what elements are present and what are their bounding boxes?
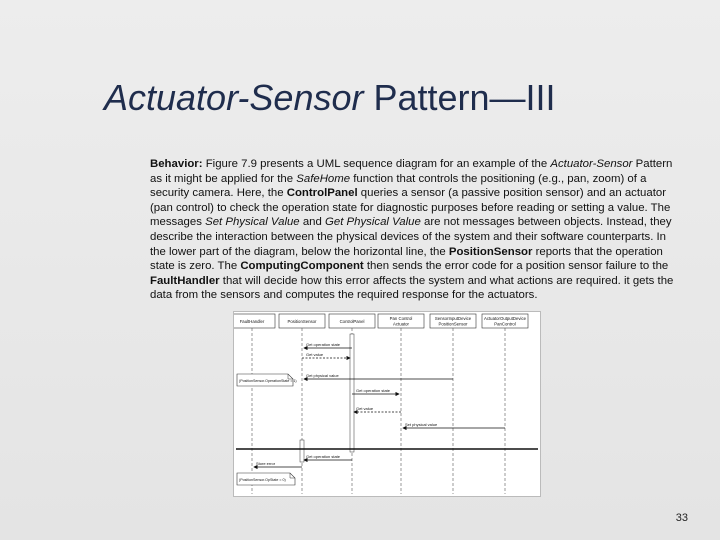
sequence-diagram-svg bbox=[234, 312, 540, 496]
lifeline-label: PositionSensor bbox=[438, 321, 468, 327]
lifeline-label: SensorInputDevice bbox=[434, 316, 472, 321]
body-segment: ComputingComponent bbox=[240, 260, 364, 273]
body-segment: Actuator-Sensor bbox=[550, 158, 633, 170]
lifeline-label: ActuatorOutputDevice bbox=[483, 316, 527, 321]
title-italic: Actuator-Sensor bbox=[104, 77, 364, 118]
body-segment: SafeHome bbox=[296, 172, 351, 185]
body-paragraph bbox=[150, 157, 675, 303]
body-segment: Behavior: bbox=[150, 158, 203, 170]
body-segment: FaultHandler bbox=[150, 274, 220, 287]
message-label: Store error bbox=[256, 461, 276, 466]
lifeline-label: ControlPanel bbox=[339, 319, 365, 324]
body-segment: Get Physical Value bbox=[325, 216, 421, 229]
message-label: Get physical value bbox=[306, 373, 339, 378]
message-label: Get operation state bbox=[306, 454, 341, 459]
body-segment: that will decide how this error affects the system and what actions are required. it gets the data from the sensors and computes the required response for the actuators. bbox=[150, 274, 674, 302]
body-segment: Pattern as it might be applied for the bbox=[150, 158, 673, 185]
message-label: Get operation state bbox=[306, 342, 341, 347]
lifeline-label: PanControl bbox=[494, 321, 516, 327]
lifeline-label: PositionSensor bbox=[287, 319, 317, 324]
body-segment: reports that the operation state is zero. The bbox=[150, 245, 663, 273]
body-segment: function that controls the positioning (e.g., pan, zoom) of a security camera. Here, the bbox=[150, 172, 647, 200]
page-number: 33 bbox=[675, 512, 688, 524]
body-segment: Set Physical Value bbox=[205, 216, 300, 229]
activation-bar bbox=[300, 440, 304, 462]
lifeline-label: Actuator bbox=[392, 321, 410, 327]
body-segment: and bbox=[299, 216, 325, 229]
message-label: Get operation state bbox=[356, 388, 391, 393]
title-rest: Pattern—III bbox=[363, 77, 556, 118]
body-segment: are not messages between objects. Instead, they describe the interaction between the physical devices of the system and their software counterparts. In the lower part of the diagram, below the horizontal line, the bbox=[150, 216, 672, 258]
body-segment: queries a sensor (a passive position sensor) and an actuator (pan control) to check the operation state for diagnostic purposes before reading or setting a value. The messages bbox=[150, 187, 671, 229]
body-segment: ControlPanel bbox=[286, 187, 358, 200]
note-text: (PositionSensor.OperationState = 1) bbox=[239, 379, 297, 383]
activation-bar bbox=[350, 334, 354, 452]
body-segment: then sends the error code for a position sensor failure to the bbox=[363, 260, 669, 273]
lifeline-label: FaultHandler bbox=[239, 319, 265, 324]
message-label: Get value bbox=[356, 406, 374, 411]
message-label: Get value bbox=[306, 352, 324, 357]
note-text: (PositionSensor.OpState = 0) bbox=[239, 478, 286, 482]
lifeline-label: Pan Control bbox=[389, 316, 413, 321]
body-segment: Figure 7.9 presents a UML sequence diagram for an example of the bbox=[202, 158, 551, 170]
slide-title bbox=[104, 76, 556, 119]
message-label: Set physical value bbox=[405, 422, 438, 427]
body-segment: PositionSensor bbox=[448, 245, 533, 258]
sequence-diagram bbox=[233, 311, 541, 497]
